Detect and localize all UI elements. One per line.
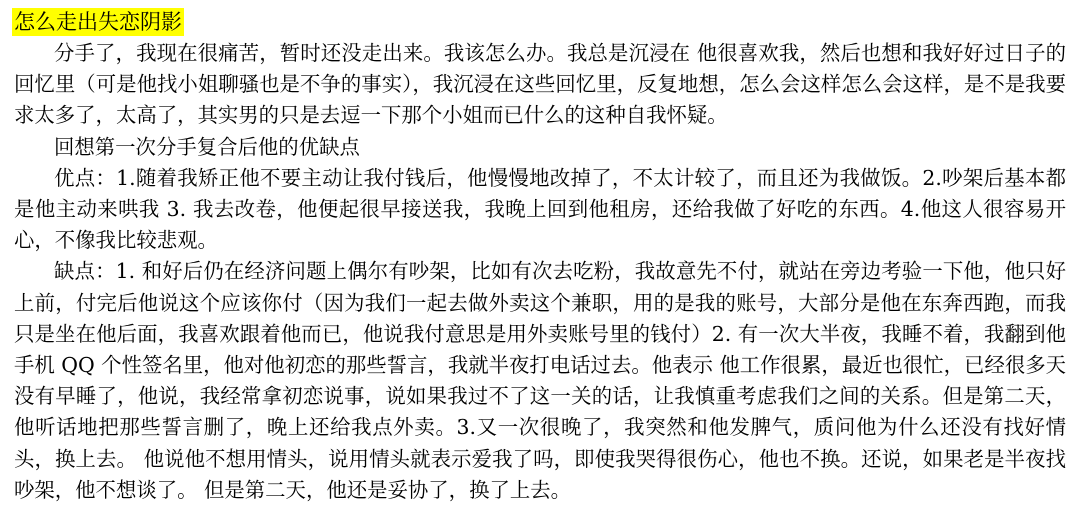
document-page — [14, 8, 1066, 506]
paragraph-cons: 缺点：1. 和好后仍在经济问题上偶尔有吵架，比如有次去吃粉，我故意先不付，就站在旁边考验一下他，他只好上前，付完后他说这个应该你付（因为我们一起去做外卖这个兼职，用的是我的账号，大部分是他在东奔西跑，而我只是坐在他后面，我喜欢跟着他而已，他说我付意思是用外卖账号里的钱付）2. 有一次大半夜，我睡不着，我翻到他手机 QQ 个性签名里，他对他初恋的那些誓言，我就半夜打电话过去。他表示 他工作很累，最近也很忙，已经很多天没有早睡了，他说，我经常拿初恋说事，说如果我过不了这一关的话，让我慎重考虑我们之间的关系。但是第二天，他听话地把那些誓言删了，晚上还给我点外卖。3.又一次很晚了，我突然和他发脾气，质问他为什么还没有找好情头，换上去。 他说他不想用情头，说用情头就表示爱我了吗，即使我哭得很伤心，他也不换。还说，如果老是半夜找吵架，他不想谈了。 但是第二天，他还是妥协了，换了上去。 — [14, 259, 1067, 502]
paragraph-pros: 优点：1.随着我矫正他不要主动让我付钱后，他慢慢地改掉了，不太计较了，而且还为我做饭。2.吵架后基本都是他主动来哄我 3. 我去改卷，他便起很早接送我，我晚上回到他租房，还给我做了好吃的东西。4.他这人很容易开心，不像我比较悲观。 — [14, 165, 1066, 253]
document-title: 怎么走出失恋阴影 — [14, 10, 182, 34]
paragraph-situation: 分手了，我现在很痛苦，暂时还没走出来。我该怎么办。我总是沉浸在 他很喜欢我，然后也想和我好好过日子的 回忆里（可是他找小姐聊骚也是不争的事实），我沉浸在这些回忆里，反复地想，怎么会这样怎么会这样，是不是我要求太多了，太高了，其实男的只是去逗一下那个小姐而已什么的这种自我怀疑。 — [14, 41, 1066, 128]
paragraph-heading-pros-cons: 回想第一次分手复合后他的优缺点 — [54, 134, 360, 159]
